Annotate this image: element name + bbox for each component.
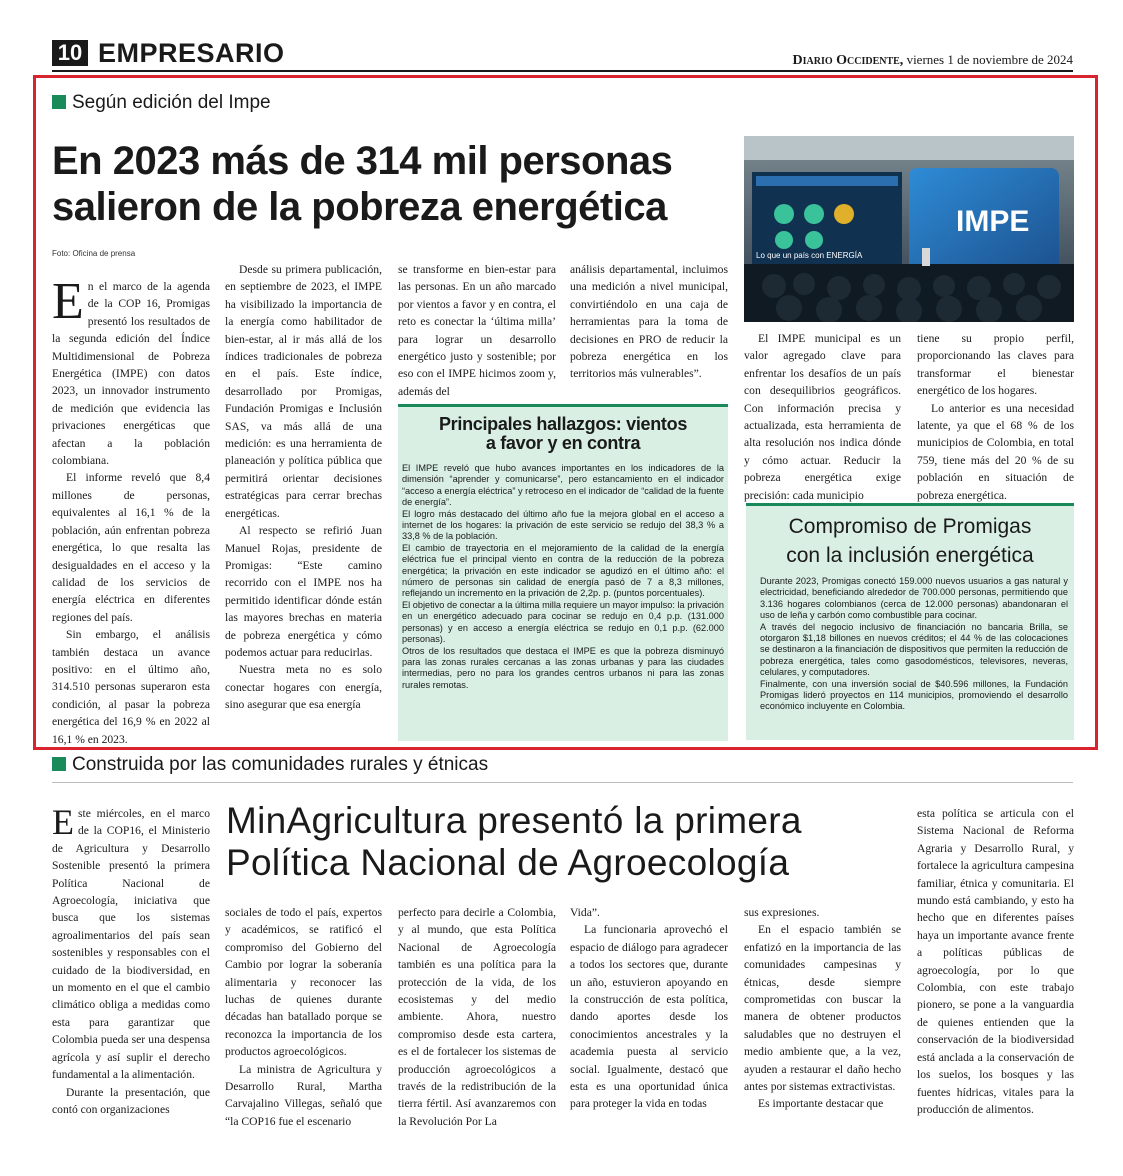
findings-box-title-line2: a favor y en contra — [485, 433, 641, 453]
article2-col4-p1: Vida”. — [570, 906, 600, 919]
masthead-date — [793, 52, 1073, 69]
photo-screen-logo: IMPE — [956, 205, 1030, 238]
commitment-box-title-line2: con la inclusión energética — [786, 544, 1034, 567]
article2-col6-p1: esta política se articula con el Sistema Nacional de Reforma Agraria y Desarrollo Rural, y fortalece la agricultura campesina familiar, étnica y comunitaria. El mundo está cambiando, y esto ha hecho que en diferentes países haya un importante avance frente a políticas públicas de agroecología, por lo que Colombia, con este trabajo pionero, se pone a la vanguardia de quienes entienden que la conservación de la biodiversidad está anclada a la conservación de los suelos, los bosques y las fuentes hídricas, vitales para la producción de alimentos. — [917, 807, 1074, 1116]
findings-item: El cambio de trayectoria en el mejoramiento de la calidad de la energía eléctrica fue el principal viento en contra de la reducción de la pobreza energética; la privación en este indicador se agudizó en el último año: el número de personas sin calidad de energía pasó de 7 a 8,3 millones, reflejando un incremento en la privación de 2,2p. p. (puntos porcentuales). — [402, 542, 724, 599]
article1-col2-p2: Al respecto se refirió Juan Manuel Rojas, presidente de Promigas: “Este camino recorrido con el IMPE nos ha permitido identificar dónde están las mayores brechas en materia de pobreza energética y cómo podemos actuar para reducirlas. — [225, 524, 382, 659]
article1-column-6 — [917, 330, 1074, 502]
article1-col1-p2: El informe reveló que 8,4 millones de personas, equivalentes al 16,1 % de la población, aún enfrentan pobreza energética, lo que resalta las desigualdades en el acceso y la calidad de los servicios de energía eléctrica en diferentes regiones del país. — [52, 471, 210, 624]
kicker-square-icon — [52, 757, 66, 771]
article2-column-5 — [744, 904, 901, 1134]
article2-col2-p1: sociales de todo el país, expertos y académicos, se ratificó el compromiso del Gobierno del Cambio por lograr la soberanía alimentaria y reconocer las luchas de quienes durante décadas han batallado porque se reconozca la importancia de los productos agroecológicos. — [225, 906, 382, 1059]
article2-headline-line1: MinAgricultura presentó la primera — [226, 800, 802, 841]
article1-col5-p1: El IMPE municipal es un valor agregado clave para enfrentar los desafíos de un país con desequilibrios geográficos. Con información precisa y actualizada, esta herramienta de alta resolución nos indica dónde y cómo actuar. Reducir la pobreza energética exige precisión: cada municipio — [744, 332, 901, 502]
dropcap: E — [52, 273, 84, 330]
article1-col3-p1: se transforme en bien-estar para las personas. En un año marcado por vientos a favor y en contra, el reto es conectar la ‘última milla’ para lograr un desarrollo energético justo y sostenible; por eso con el IMPE hicimos zoom y, además del — [398, 263, 556, 398]
article2-column-4 — [570, 904, 728, 1134]
kicker-square-icon — [52, 95, 66, 109]
article2-col1-p1 — [52, 802, 210, 1084]
findings-box-title-line1: Principales hallazgos: vientos — [438, 414, 688, 434]
article1-kicker-text: Según edición del Impe — [72, 92, 271, 113]
article2-col2-p2: La ministra de Agricultura y Desarrollo Rural, Martha Carvajalino Villegas, señaló que “la COP16 fue el escenario — [225, 1062, 382, 1128]
article2-col5-p3: Es importante destacar que — [758, 1097, 884, 1111]
photo-credit: Foto: Oficina de prensa — [52, 249, 136, 258]
article2-col5-p2: En el espacio también se enfatizó en la importancia de las comunidades campesinas y étnicas, desde siempre comprometidas con buscar la manera de obtener productos saludables que no destruyen el medio ambiente que, a la vez, ayuden a restaurar el daño hecho antes por sistemas extractivistas. — [744, 923, 901, 1094]
article1-headline-line1: En 2023 más de 314 mil personas — [52, 139, 673, 183]
commitment-item: Durante 2023, Promigas conectó 159.000 nuevos usuarios a gas natural y electricidad, beneficiando alrededor de 700.000 personas, permitiendo que 3.136 hogares colombianos (cerca de 12.000 personas) abandonaran el uso de leña y carbón como combustible para cocinar. — [760, 576, 1068, 621]
findings-box-title — [398, 407, 728, 453]
article1-col1-p1-text: n el marco de la agenda de la COP 16, Promigas presentó los resultados de la segunda edición del Índice Multidimensional de Pobreza Energética (IMPE) con datos 2023, un innovador instrumento de medición que evidencia las privaciones energéticas que afectan a la población colombiana. — [52, 280, 210, 468]
findings-item: El IMPE reveló que hubo avances importantes en los indicadores de la dimensión “aprender y comunicarse”, pero estancamiento en el indicador “acceso a energía eléctrica” y retroceso en el indicador de “calidad de la fuente de energía”. — [402, 463, 724, 508]
article2-col1-p2: Durante la presentación, que contó con organizaciones — [52, 1085, 210, 1116]
article1-col6-p2: Lo anterior es una necesidad latente, ya que el 68 % de los municipios de Colombia, en total 759, tiene más del 20 % de su población en situación de pobreza energética. — [917, 401, 1074, 502]
commitment-box-title-line1: Compromiso de Promigas — [788, 515, 1032, 538]
article2-kicker-rule — [52, 782, 1073, 783]
article1-column-1 — [52, 273, 210, 746]
article1-column-5 — [744, 330, 901, 502]
article1-col2-p1: Desde su primera publicación, en septiembre de 2023, el IMPE ha visibilizado la importancia de la energía como habilitador de bien-estar, al ir más allá de los índices tradicionales de pobreza en el país. Este índice, desarrollado por Promigas, Fundación Promigas e Inclusión SAS, va más allá de una medición: es una herramienta de planeación y política pública que permitirá orientar decisiones estratégicas para cerrar brechas energéticas. — [225, 263, 382, 520]
section-title: EMPRESARIO — [98, 38, 285, 68]
article2-kicker — [52, 754, 488, 776]
article2-headline — [226, 800, 906, 884]
article2-col3-p1: perfecto para decirle a Colombia, y al mundo, que esta Política Nacional de Agroecología también es una política para la protección de la vida, de los ecosistemas y del medio ambiente. Ahora, nuestro compromiso desde esta cartera, es el de fortalecer los sistemas de producción agroecológicos a través de la redistribución de la tierra fértil. Así avanzaremos con la Revolución Por La — [398, 906, 556, 1128]
issue-date: viernes 1 de noviembre de 2024 — [906, 52, 1073, 67]
findings-box — [398, 404, 728, 741]
article2-kicker-text: Construida por las comunidades rurales y étnicas — [72, 754, 489, 775]
newspaper-name: Diario Occidente, — [792, 53, 904, 68]
event-photo — [744, 136, 1074, 322]
article1-col2-p3: Nuestra meta no es solo conectar hogares con energía, sino asegurar que esa energía — [225, 663, 382, 712]
article1-headline-line2: salieron de la pobreza energética — [52, 185, 667, 229]
findings-box-body — [398, 453, 728, 691]
article1-column-2 — [225, 261, 382, 736]
article2-col5-p1: sus expresiones. — [744, 906, 820, 919]
article1-kicker — [52, 92, 271, 114]
article2-column-2 — [225, 904, 382, 1134]
commitment-box-body — [746, 570, 1074, 713]
commitment-item: A través del negocio inclusivo de financiación no bancaria Brilla, se otorgaron $1,18 billones en nuevos créditos; el 44 % de las colocaciones se destinaron a la financiación de dispositivos que permiten la reducción de pobreza energética, tales como gasodomésticos, televisores, neveras, celulares, y computadores. — [760, 621, 1068, 678]
commitment-box-title — [746, 506, 1074, 570]
dropcap: E — [52, 802, 74, 842]
article2-col4-p2: La funcionaria aprovechó el espacio de diálogo para agradecer a todos los sectores que, durante un año, estuvieron apoyando en la construcción de esta política, dando aportes desde los conocimientos ancestrales y la academia puesta al servicio social. Igualmente, destacó que esta es una oportunidad única para proteger la vida en todas — [570, 923, 728, 1111]
article1-column-4 — [570, 261, 728, 401]
article1-headline — [52, 138, 742, 230]
event-photo-illustration — [744, 136, 1074, 322]
findings-item: El objetivo de conectar a la última milla requiere un mayor impulso: la privación en un energético adecuado para cocinar se redujo en 0,4 p.p. (131.000 personas) y en acceso a energía eléctrica se redujo en 0,1 p.p. (62.000 personas). — [402, 599, 724, 645]
article1-col1-p3: Sin embargo, el análisis también destaca un avance positivo: en el último año, 314.510 personas superaron esta condición, al pasar la pobreza energética del 16,9 % en 2022 al 16,1 % en 2023. — [52, 628, 210, 746]
article1-column-3 — [398, 261, 556, 401]
findings-item: Otros de los resultados que destaca el IMPE es que la pobreza disminuyó para las zonas rurales cercanas a las zonas urbanas y para las ciudades intermedias, pero no para los grandes centros urbanos ni para las zonas rurales remotas. — [402, 645, 724, 690]
article1-col6-p1: tiene su propio perfil, proporcionando las claves para transformar el bienestar energético de los hogares. — [917, 332, 1074, 398]
article2-column-6 — [917, 805, 1074, 1135]
article2-column-1 — [52, 802, 210, 1135]
commitment-item: Finalmente, con una inversión social de $40.596 millones, la Fundación Promigas lideró proyectos en 114 municipios, promoviendo el desarrollo económico incluyente en Colombia. — [760, 678, 1068, 712]
findings-item: El logro más destacado del último año fue la mejora global en el acceso a internet de los hogares: la privación de este servicio se redujo del 38,3 % a 33,8 % de la población. — [402, 508, 724, 542]
article2-col1-p1-text: ste miércoles, en el marco de la COP16, el Ministerio de Agricultura y Desarrollo Sostenible presentó la primera Política Nacional de Agroecología, iniciativa que busca que los sistemas agroalimentarios del país sean sostenibles y responsables con el cuidado de la biodiversidad, en un momento en el que el cambio climático obliga a medidas como esta para garantizar que Colombia pueda ser una despensa agrícola y así suplir el derecho fundamental a la alimentación. — [52, 807, 210, 1082]
article2-headline-line2: Política Nacional de Agroecología — [226, 842, 790, 883]
header-rule — [52, 70, 1073, 72]
article1-col4-p1: análisis departamental, incluimos una medición a nivel municipal, convirtiéndolo en una caja de herramientas para la toma de decisiones en PRO de reducir la pobreza energética en los territorios más vulnerables”. — [570, 263, 728, 381]
photo-screen-text: Lo que un país con ENERGÍA — [756, 251, 863, 260]
article1-col1-p1 — [52, 273, 210, 469]
page-number: 10 — [52, 40, 88, 66]
commitment-box — [746, 503, 1074, 740]
article2-column-3 — [398, 904, 556, 1134]
